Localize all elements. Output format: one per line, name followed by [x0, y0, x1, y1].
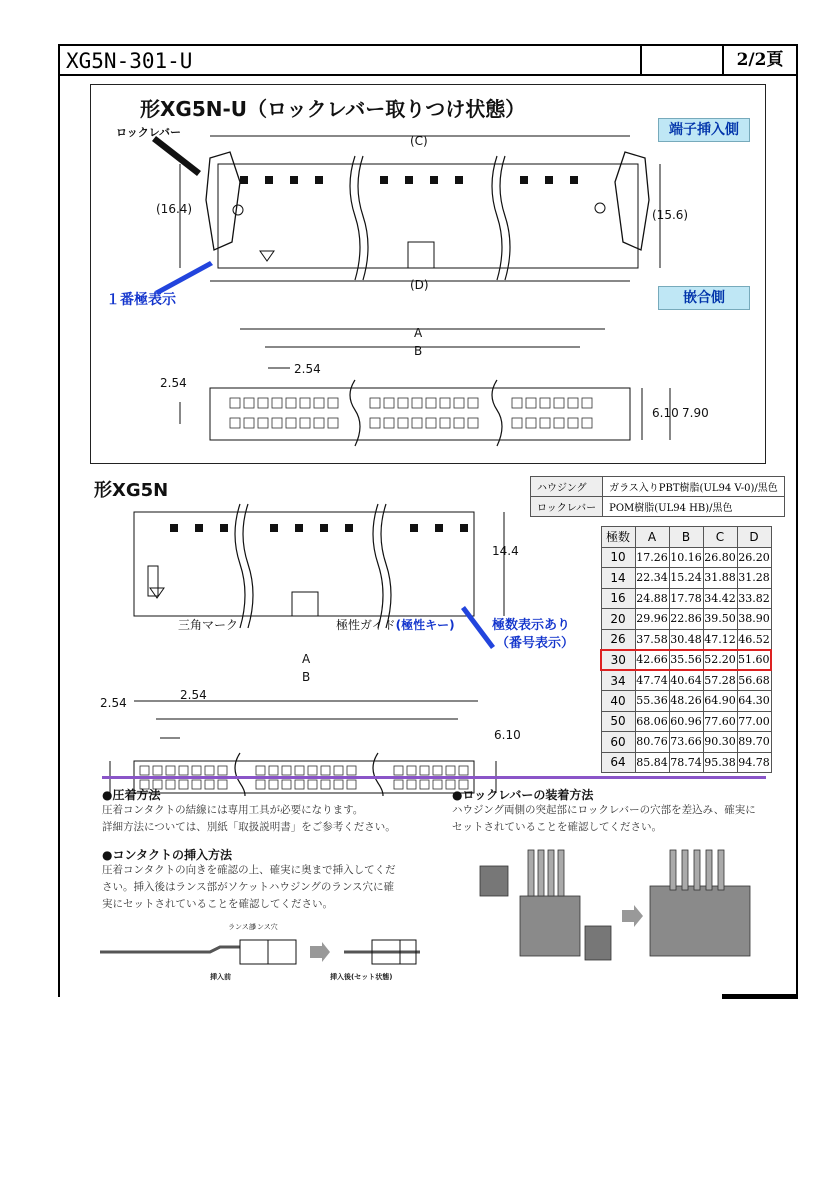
dimension-cell: 40.64 — [669, 670, 703, 691]
dimension-table-header — [601, 527, 771, 548]
dimension-cell: 55.36 — [635, 691, 669, 712]
dimension-cell: 78.74 — [669, 752, 703, 773]
material-spec: POM樹脂(UL94 HB)/黒色 — [603, 497, 785, 517]
dimension-cell: 77.00 — [737, 711, 771, 732]
dimension-table-row — [601, 609, 771, 630]
pole-count-cell: 30 — [601, 650, 635, 671]
dimension-cell: 17.26 — [635, 547, 669, 568]
pin-number-sub-label: （番号表示） — [496, 636, 575, 651]
dimension-cell: 57.28 — [703, 670, 737, 691]
dimension-cell: 31.28 — [737, 568, 771, 589]
lever-line: セットされていることを確認してください。 — [452, 821, 662, 833]
dimension-cell: 30.48 — [669, 629, 703, 650]
terminal-side-label: 端子挿入側 — [658, 118, 750, 142]
document-sheet — [58, 44, 798, 997]
dimension-cell: 26.20 — [737, 547, 771, 568]
col-header-poles: 極数 — [601, 527, 635, 548]
pole-count-cell: 16 — [601, 588, 635, 609]
dimension-table-row — [601, 670, 771, 691]
dimension-cell: 48.26 — [669, 691, 703, 712]
dimension-cell: 33.82 — [737, 588, 771, 609]
pole-count-cell: 10 — [601, 547, 635, 568]
insert-line: 圧着コンタクトの向きを確認の上、確実に奥まで挿入してくだ — [102, 864, 396, 876]
section2-title: 形XG5N — [94, 480, 169, 501]
material-part: ロックレバー — [531, 497, 603, 517]
col-header-b: B — [669, 527, 703, 548]
pole-count-cell: 34 — [601, 670, 635, 691]
dimension-cell: 22.86 — [669, 609, 703, 630]
dim-16-4-label: (16.4) — [156, 202, 193, 216]
before-insert-label: 挿入前 — [210, 973, 231, 981]
lock-lever-mount-text — [452, 802, 756, 836]
dimension-cell: 42.66 — [635, 650, 669, 671]
dimension-cell: 89.70 — [737, 732, 771, 753]
col-header-c: C — [703, 527, 737, 548]
contact-insertion-figure — [100, 934, 420, 974]
dimension-table-row — [601, 588, 771, 609]
pole-count-cell: 40 — [601, 691, 635, 712]
dimension-table-row — [601, 711, 771, 732]
pole-count-cell: 60 — [601, 732, 635, 753]
lance-part-label: ランス部 — [228, 923, 256, 931]
section1-title: 形XG5N-U（ロックレバー取りつけ状態） — [140, 97, 526, 121]
pole-count-cell: 26 — [601, 629, 635, 650]
dimension-table-row — [601, 629, 771, 650]
col-header-d: D — [737, 527, 771, 548]
crimp-method-text — [102, 802, 396, 836]
dimension-cell: 37.58 — [635, 629, 669, 650]
pole-count-cell: 50 — [601, 711, 635, 732]
crimp-line: 詳細方法については、別紙「取扱説明書」をご参考ください。 — [102, 821, 396, 833]
after-insert-label: 挿入後(セット状態) — [330, 973, 393, 981]
contact-insert-text — [102, 862, 396, 913]
dim-b2-label: B — [302, 670, 311, 684]
pole-count-cell: 64 — [601, 752, 635, 773]
triangle-mark-label: 三角マーク — [178, 618, 239, 632]
dimension-table-row — [601, 752, 771, 773]
lock-lever-connector-drawing — [60, 46, 800, 466]
lock-lever-mount-figure — [470, 846, 770, 976]
dim-b-label: B — [414, 344, 423, 358]
crimp-method-title: ●圧着方法 — [102, 788, 161, 802]
dimension-cell: 10.16 — [669, 547, 703, 568]
dim-15-6-label: (15.6) — [652, 208, 689, 222]
mating-side-label: 嵌合側 — [658, 286, 750, 310]
dimension-cell: 52.20 — [703, 650, 737, 671]
drawing-title: XG5N-301-U — [66, 49, 193, 73]
dim-14-4-label: 14.4 — [492, 544, 519, 558]
dimension-cell: 34.42 — [703, 588, 737, 609]
dimension-cell: 17.78 — [669, 588, 703, 609]
dimension-cell: 56.68 — [737, 670, 771, 691]
crimp-line: 圧着コンタクトの結線には専用工具が必要になります。 — [102, 804, 364, 816]
insert-line: さい。挿入後はランス部がソケットハウジングのランス穴に確 — [102, 881, 395, 893]
dimension-cell: 95.38 — [703, 752, 737, 773]
dim-7-90-label: 7.90 — [682, 406, 709, 420]
section-divider — [102, 776, 766, 779]
sheet-footer-bar — [722, 994, 798, 999]
xg5n-connector-drawing — [60, 486, 580, 796]
dimension-cell: 35.56 — [669, 650, 703, 671]
lock-lever-label: ロックレバー — [116, 126, 182, 139]
dimension-cell: 64.30 — [737, 691, 771, 712]
dimension-cell: 80.76 — [635, 732, 669, 753]
dimension-cell: 38.90 — [737, 609, 771, 630]
dimension-cell: 85.84 — [635, 752, 669, 773]
dimension-table-row — [601, 650, 771, 671]
dimension-cell: 46.52 — [737, 629, 771, 650]
dim2-6-10-label: 6.10 — [494, 728, 521, 742]
pin-number-label: 極数表示あり — [492, 618, 571, 633]
polarity-guide-text: 極性ガイド — [336, 618, 396, 632]
dim-2-54-row-label: 2.54 — [294, 362, 321, 376]
dimension-cell: 68.06 — [635, 711, 669, 732]
dimension-cell: 51.60 — [737, 650, 771, 671]
pole-count-cell: 20 — [601, 609, 635, 630]
col-header-a: A — [635, 527, 669, 548]
dim-a2-label: A — [302, 652, 311, 666]
dimension-cell: 47.74 — [635, 670, 669, 691]
dimension-cell: 94.78 — [737, 752, 771, 773]
insert-line: 実にセットされていることを確認してください。 — [102, 898, 333, 910]
dimension-table-row — [601, 691, 771, 712]
lock-lever-mount-title: ●ロックレバーの装着方法 — [452, 788, 594, 802]
dim2-2-54-pitch-label: 2.54 — [100, 696, 127, 710]
dimension-cell: 31.88 — [703, 568, 737, 589]
dimension-cell: 15.24 — [669, 568, 703, 589]
dim-a-label: A — [414, 326, 423, 340]
dimension-table-row — [601, 568, 771, 589]
page-number: 2/2頁 — [722, 46, 796, 74]
dimension-cell: 26.80 — [703, 547, 737, 568]
pole-count-cell: 14 — [601, 568, 635, 589]
dimension-cell: 60.96 — [669, 711, 703, 732]
lance-hole-label: ランス穴 — [250, 923, 278, 931]
polarity-key-text: (極性キー) — [395, 618, 455, 632]
dim-2-54-pitch-label: 2.54 — [160, 376, 187, 390]
dimension-cell: 47.12 — [703, 629, 737, 650]
material-spec: ガラス入りPBT樹脂(UL94 V-0)/黒色 — [603, 477, 785, 497]
dim2-2-54-row-label: 2.54 — [180, 688, 207, 702]
dimension-cell: 29.96 — [635, 609, 669, 630]
dimension-cell: 39.50 — [703, 609, 737, 630]
dimension-table — [600, 526, 772, 773]
contact-insert-title: ●コンタクトの挿入方法 — [102, 848, 232, 862]
dimension-table-row — [601, 547, 771, 568]
material-part: ハウジング — [531, 477, 603, 497]
lever-line: ハウジング両側の突起部にロックレバーの穴部を差込み、確実に — [452, 804, 756, 816]
dim-c-label: (C) — [410, 134, 428, 148]
dimension-cell: 22.34 — [635, 568, 669, 589]
dim-6-10-label: 6.10 — [652, 406, 679, 420]
dimension-cell: 73.66 — [669, 732, 703, 753]
dimension-table-row — [601, 732, 771, 753]
dimension-cell: 24.88 — [635, 588, 669, 609]
dimension-cell: 64.90 — [703, 691, 737, 712]
dim-d-label: (D) — [410, 278, 429, 292]
pin1-indicator-label: １番極表示 — [106, 292, 176, 308]
dimension-cell: 90.30 — [703, 732, 737, 753]
dimension-cell: 77.60 — [703, 711, 737, 732]
